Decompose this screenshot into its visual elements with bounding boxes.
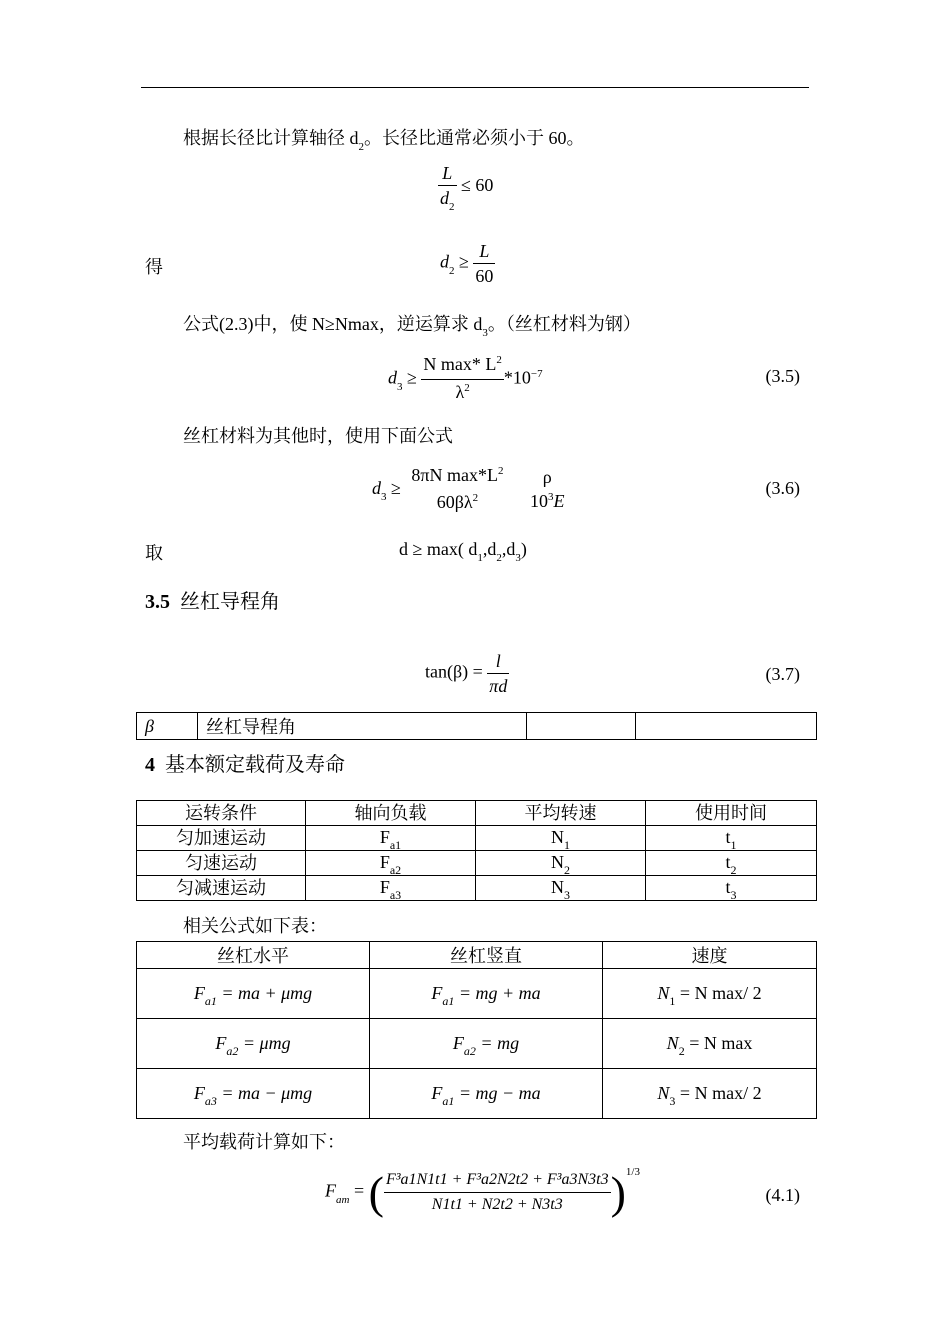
vertical-formula: $F_{a2}$ = mg [370,1019,603,1069]
equation-3-6: $d_3$ ≥ 8πN $\max*L^2$ $60\beta\lambda^2$ ρ $10^3E$ [372,465,565,512]
equation-max: d ≥ max( $d_1,d_2,d_3$) [399,539,527,564]
table-row [137,876,817,901]
average-load-intro: 平均载荷计算如下： [183,1132,345,1152]
formula-intro: 相关公式如下表： [183,916,327,936]
table-row [137,851,817,876]
column-header: 速度 [603,942,817,969]
equation-number-3-5: (3.5) [765,366,800,386]
formula-table [136,941,817,1119]
column-header: 丝杠水平 [137,942,370,969]
label-qu: 取 [145,543,163,563]
speed-cell: $N_2$ [476,851,646,876]
equation-4-1: $F_{am}$ = ( $\frac{\text{F³a1N1t1 + F³a2N2t2 + F³a3N3t3}}{N1t1 + N2t2 + N3t3}$ )$^{1/3}$ [325,1165,640,1218]
horizontal-formula: $F_{a2} = \mu mg$ [137,1019,370,1069]
equation-number-3-7: (3.7) [765,664,800,684]
load-cell: $F_{a2}$ [306,851,476,876]
para-other-material: 丝杠材料为其他时，使用下面公式 [183,426,453,446]
para-formula-23: 公式(2.3)中，使 N≥Nmax，逆运算求 $d_3$。（丝杠材料为钢） [183,314,641,339]
table-header-row [137,801,817,826]
column-header: 丝杠竖直 [370,942,603,969]
time-cell: $t_1$ [646,826,817,851]
equation-d2: $d_2$ ≥ $\frac{L}{60}$ [440,241,494,286]
param-cell [636,713,817,740]
equation-number-3-6: (3.6) [765,478,800,498]
vertical-formula: $F_{a1}$ = mg + ma [370,969,603,1019]
condition-cell: 匀速运动 [137,851,306,876]
param-cell [527,713,636,740]
speed-formula: $N_2 = N$ max [603,1019,817,1069]
horizontal-formula: $F_{a3}$ = ma − μmg [137,1069,370,1119]
table-row [137,969,817,1019]
speed-formula: $N_3 = N$ max/ 2 [603,1069,817,1119]
header-rule [141,87,809,88]
right-paren: ) [610,1167,626,1218]
column-header: 轴向负载 [306,801,476,826]
condition-cell: 匀加速运动 [137,826,306,851]
left-paren: ( [368,1167,384,1218]
label-de: 得 [145,257,163,277]
equation-number-4-1: (4.1) [765,1185,800,1205]
horizontal-formula: $F_{a1}$ = ma + μmg [137,969,370,1019]
vertical-formula: $F_{a1}$ = mg − ma [370,1069,603,1119]
speed-formula: $N_1 = N$ max/ 2 [603,969,817,1019]
table-row [137,713,817,740]
operating-condition-table [136,800,817,901]
equation-3-7: tan(β) = $\frac{l}{\pi d}$ [425,651,508,696]
table-row [137,826,817,851]
table-row [137,1019,817,1069]
condition-cell: 匀减速运动 [137,876,306,901]
column-header: 平均转速 [476,801,646,826]
param-description: 丝杠导程角 [198,713,527,740]
equation-3-5: $d_3$ ≥ $\frac{N \max* L^2}{\lambda^2}$ $*10^{-7}$ [388,354,543,402]
load-cell: $F_{a3}$ [306,876,476,901]
param-symbol: β [137,713,198,740]
speed-cell: $N_3$ [476,876,646,901]
column-header: 使用时间 [646,801,817,826]
parameter-table [136,712,817,740]
equation-ratio: $\frac{L}{d_2}$ ≤ 60 [440,163,494,213]
time-cell: $t_2$ [646,851,817,876]
table-header-row [137,942,817,969]
speed-cell: $N_1$ [476,826,646,851]
load-cell: $F_{a1}$ [306,826,476,851]
time-cell: $t_3$ [646,876,817,901]
column-header: 运转条件 [137,801,306,826]
section-heading-4: 4 基本额定载荷及寿命 [145,754,345,776]
section-heading-3-5: 3.5 丝杠导程角 [145,591,280,613]
table-row [137,1069,817,1119]
intro-paragraph: 根据长径比计算轴径 $d_2$。长径比通常必须小于 60。 [183,128,585,153]
